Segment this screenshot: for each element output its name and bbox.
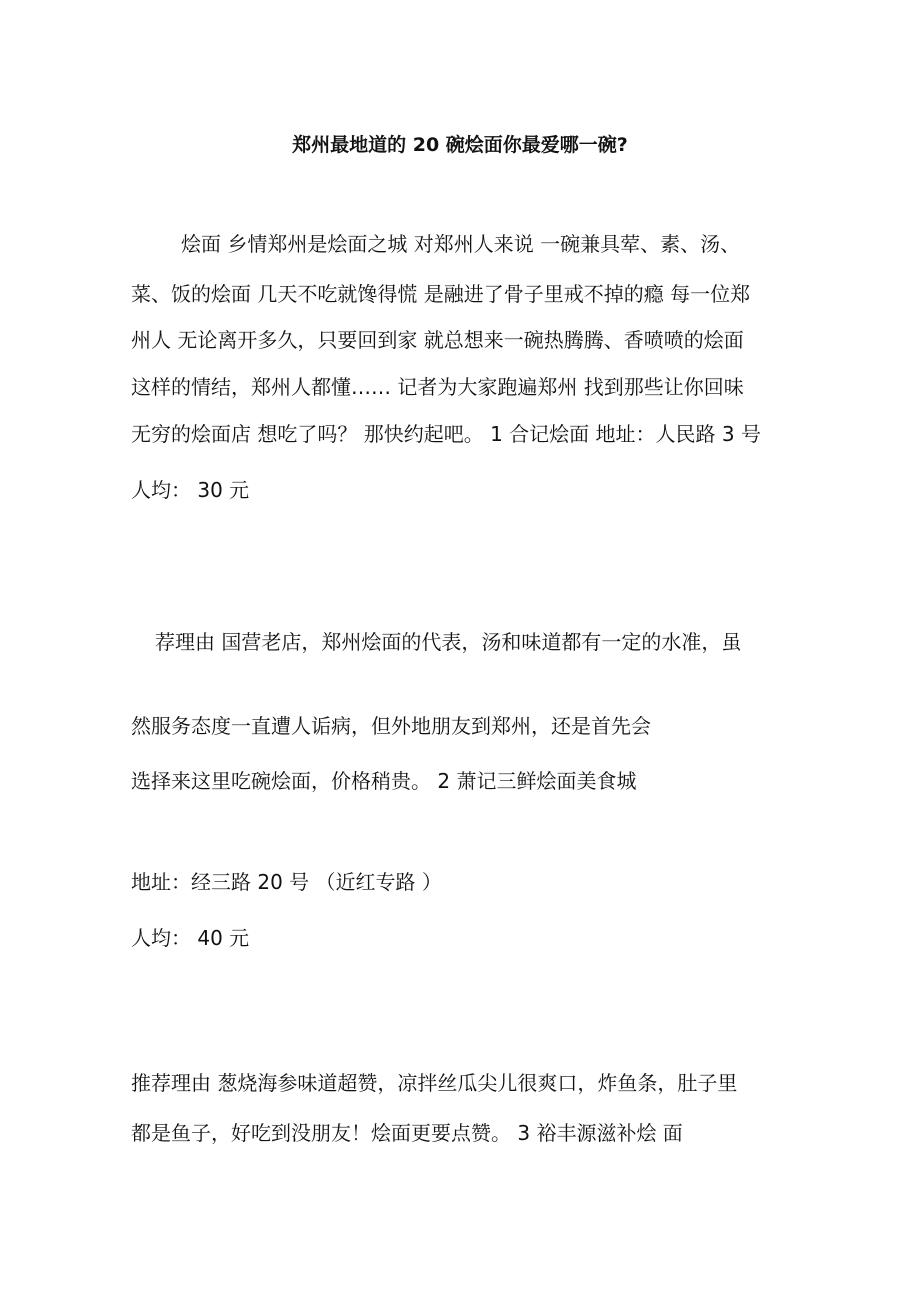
- reason2-line-2: 都是鱼子，好吃到没朋友！烩面更要点赞。 3 裕丰源滋补烩 面: [131, 1121, 683, 1145]
- intro-line-2: 菜、饭的烩面 几天不吃就馋得慌 是融进了骨子里戒不掉的瘾 每一位郑: [131, 282, 751, 306]
- page-title: 郑州最地道的 20 碗烩面你最爱哪一碗?: [292, 134, 628, 156]
- reason2-line-1: 推荐理由 葱烧海参味道超赞，凉拌丝瓜尖儿很爽口，炸鱼条，肚子里: [131, 1071, 738, 1095]
- reason1-line-3: 选择来这里吃碗烩面，价格稍贵。 2 萧记三鲜烩面美食城: [131, 769, 637, 793]
- reason1-line-2: 然服务态度一直遭人诟病，但外地朋友到郑州，还是首先会: [131, 714, 651, 738]
- shop1-average-price: 人均： 30 元: [131, 478, 250, 502]
- intro-line-4: 这样的情结，郑州人都懂…… 记者为大家跑遍郑州 找到那些让你回味: [131, 375, 744, 399]
- shop2-average-price: 人均： 40 元: [131, 926, 250, 950]
- intro-line-3: 州人 无论离开多久，只要回到家 就总想来一碗热腾腾、香喷喷的烩面: [131, 328, 744, 352]
- shop2-address: 地址：经三路 20 号 （近红专路 ）: [131, 870, 442, 894]
- intro-line-1: 烩面 乡情郑州是烩面之城 对郑州人来说 一碗兼具荤、素、汤、: [181, 232, 741, 256]
- intro-line-5: 无穷的烩面店 想吃了吗？ 那快约起吧。 1 合记烩面 地址：人民路 3 号: [131, 422, 761, 446]
- reason1-line-1: 荐理由 国营老店，郑州烩面的代表，汤和味道都有一定的水准，虽: [155, 630, 742, 654]
